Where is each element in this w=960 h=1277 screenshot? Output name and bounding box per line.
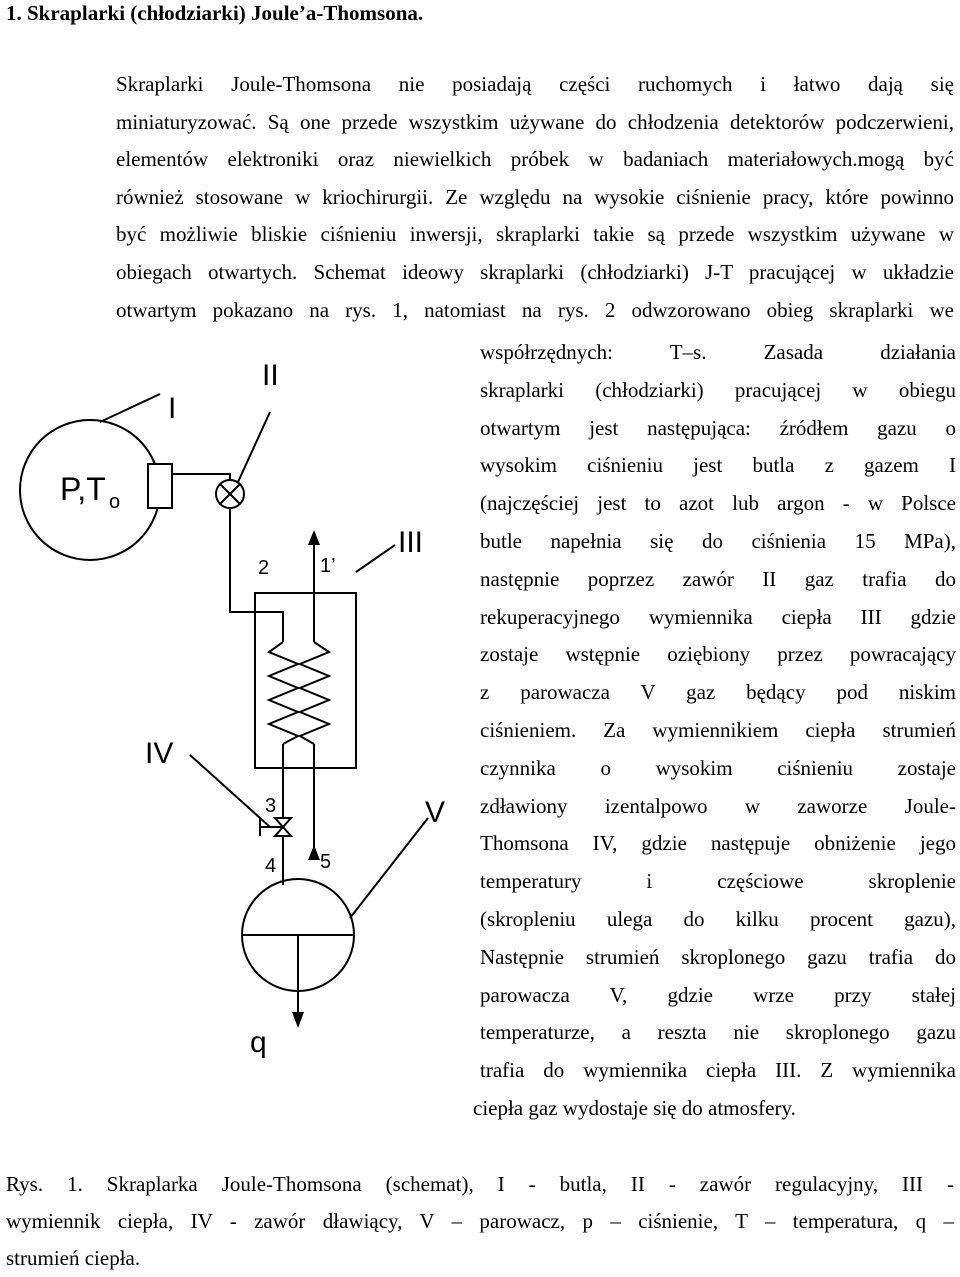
side-line: (skropleniu ulega do kilku procent gazu), [480,906,956,931]
side-line: Thomsona IV, gdzie następuje obniżenie jego [480,831,956,856]
side-line: wysokim ciśnieniu jest butla z gazem I [480,453,956,478]
side-line: następnie poprzez zawór II gaz trafia do [480,566,956,591]
point-2-label: 2 [258,557,270,579]
side-line: temperatury i częściowe skroplenie [480,869,956,894]
side-line: z parowacza V gaz będący pod niskim [480,680,956,705]
side-line: zostaje wstępnie oziębiony przez powracający [480,642,956,667]
heat-exchanger [255,593,356,768]
label-I: I [168,392,177,425]
intro-line: obiegach otwartych. Schemat ideowy skraplarki (chłodziarki) J-T pracującej w układzie [116,259,954,284]
point-1-label: 1’ [320,555,336,577]
heat-flow-label: q [250,1026,267,1059]
leader-II [238,412,270,482]
side-line: otwartym jest następująca: źródłem gazu o [480,415,956,440]
side-line: ciśnieniem. Za wymiennikiem ciepła strumień [480,717,956,742]
side-line: butle napełnia się do ciśnienia 15 MPa), [480,528,956,553]
caption-line: strumień ciepła. [6,1246,141,1270]
intro-line: również stosowane w kriochirurgii. Ze względu na wysokie ciśnienie pracy, które powinno [116,184,954,209]
intro-paragraph [6,66,954,329]
leader-I [100,394,160,422]
leader-V [350,818,428,918]
intro-line: elementów elektroniki oraz niewielkich próbek w badaniach materiałowych.mogą być [116,147,954,172]
heat-flow-arrowhead [292,1012,304,1028]
side-line: współrzędnych: T–s. Zasada działania [480,340,956,364]
jt-liquefier-diagram [0,340,470,1080]
leader-III [356,545,395,572]
label-II: II [262,359,279,392]
label-IV: IV [145,737,174,770]
hp-coil [269,642,298,744]
point-3-label: 3 [265,795,277,817]
section-heading: 1. Skraplarki (chłodziarki) Joule’a-Thomsona. [6,1,424,25]
label-III: III [398,526,424,559]
cylinder-neck [148,464,172,508]
side-line: (najczęściej jest to azot lub argon - w Polsce [480,491,956,516]
side-line: parowacza V, gdzie wrze przy stałej [480,982,956,1007]
caption-line: wymiennik ciepła, IV - zawór dławiący, V – parowacz, p – ciśnienie, T – temperatura, q – [6,1209,954,1233]
tank-label-subscript: o [109,491,121,513]
side-line: zdławiony izentalpowo w zaworze Joule- [480,793,956,818]
hp-inlet-line [230,593,283,642]
intro-line: być możliwie bliskie ciśnieniu inwersji, skraplarki takie są przede wszystkim używane w [116,222,954,247]
point-5-label: 5 [320,851,332,873]
tank-label: P,T [60,471,106,507]
side-line: Następnie strumień skroplonego gazu trafia do [480,944,956,969]
side-line: ciepła gaz wydostaje się do atmosfery. [473,1095,796,1120]
leader-IV [190,755,270,827]
side-line: rekuperacyjnego wymiennika ciepła III gdzie [480,604,956,629]
lp-outlet-arrowhead [308,530,320,545]
side-line: trafia do wymiennika ciepła III. Z wymiennika [480,1058,956,1083]
intro-line: Skraplarki Joule-Thomsona nie posiadają części ruchomych i łatwo dają się [116,72,954,96]
caption-line: Rys. 1. Skraplarka Joule-Thomsona (schemat), I - butla, II - zawór regulacyjny, III - [6,1172,954,1196]
lp-coil [300,642,329,744]
point-4-label: 4 [265,855,277,877]
label-V: V [425,796,446,829]
side-paragraph [473,334,956,1128]
lp-return-arrowhead [308,845,320,860]
figure-caption [6,1166,954,1277]
intro-line: miniaturyzować. Są one przede wszystkim używane do chłodzenia detektorów podczerwieni, [116,109,954,134]
side-line: czynnika o wysokim ciśnieniu zostaje [480,755,956,780]
intro-line: otwartym pokazano na rys. 1, natomiast na rys. 2 odwzorowano obieg skraplarki we [116,297,954,322]
side-line: skraplarki (chłodziarki) pracującej w obiegu [480,377,956,402]
side-line: temperaturze, a reszta nie skroplonego gazu [480,1020,956,1045]
